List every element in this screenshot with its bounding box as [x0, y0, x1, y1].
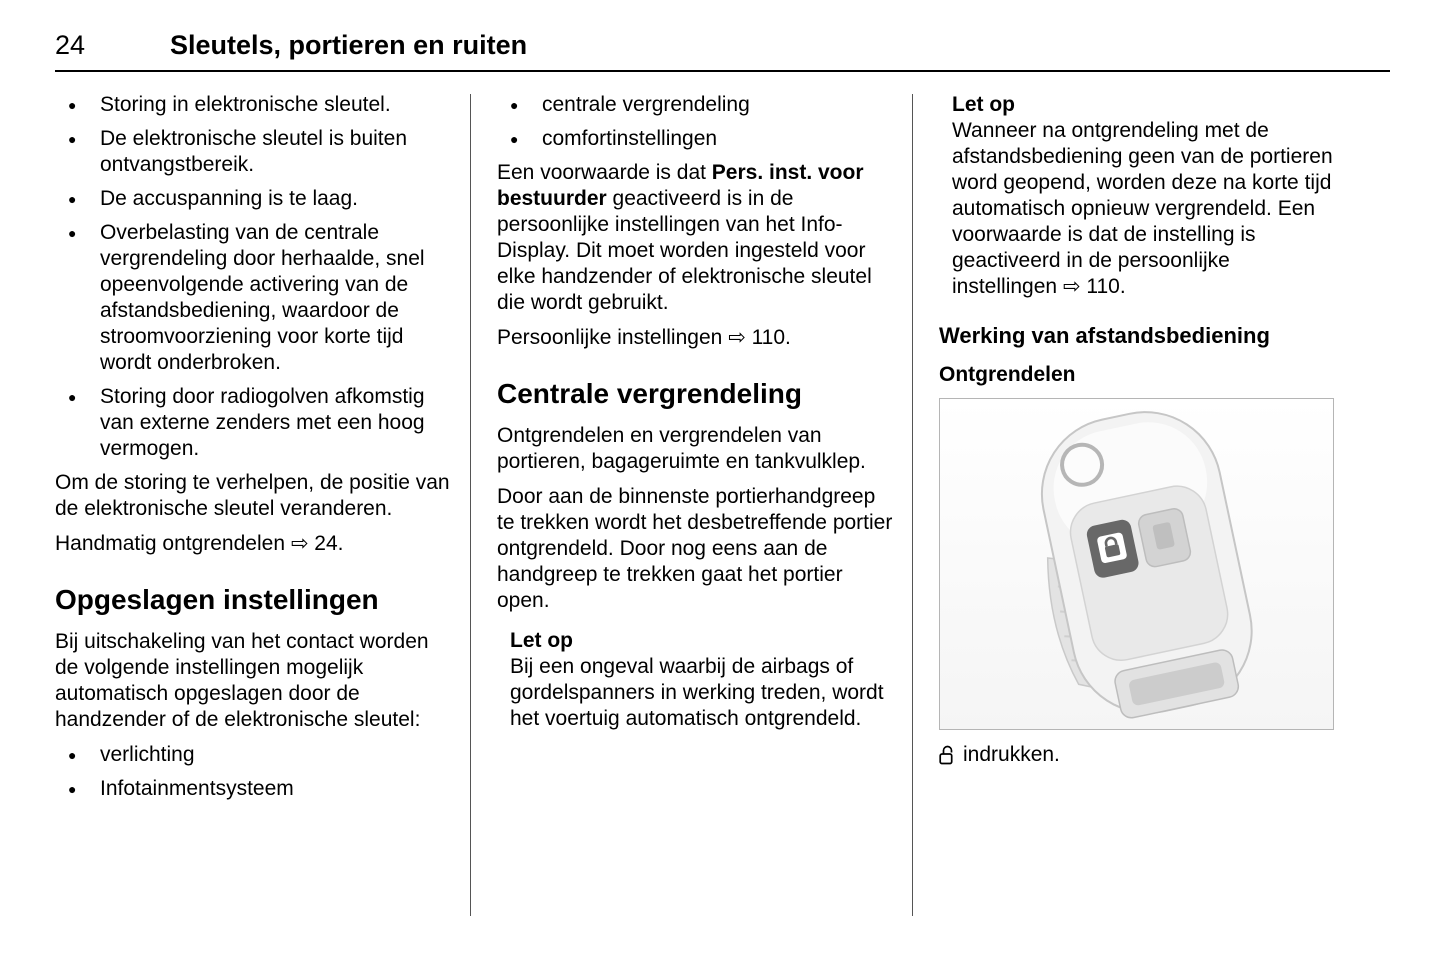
list-item — [55, 92, 455, 118]
note-body: Bij een ongeval waarbij de airbags of gordelspanners in werking treden, wordt het voertuig automatisch ontgrendeld. — [510, 655, 884, 730]
bullet-icon: ● — [510, 131, 519, 147]
list-item-text: Storing door radiogolven afkomstig van externe zenders met een hoog vermogen. — [100, 385, 425, 460]
paragraph-opgeslagen-intro: Bij uitschakeling van het contact worden de volgende instellingen mogelijk automatisch opgeslagen door de handzender of de elektronische sleutel: — [55, 630, 429, 731]
paragraph-ontgrendelen-vergrendelen: Ontgrendelen en vergrendelen van portieren, bagageruimte en tankvulklep. — [497, 424, 866, 473]
list-item-text: Overbelasting van de centrale vergrendeling door herhaalde, snel opeenvolgende activering van de afstandsbediening, waardoor de stroomvoorziening voor korte tijd wordt onderbroken. — [100, 221, 425, 374]
column-right — [939, 92, 1339, 916]
bullet-icon: ● — [68, 747, 77, 763]
list-item — [497, 92, 897, 118]
page-title: Sleutels, portieren en ruiten — [170, 30, 528, 60]
list-item — [55, 776, 455, 802]
bullet-icon: ● — [68, 191, 77, 207]
list-item — [55, 742, 455, 768]
paragraph-handmatig-ontgrendelen-ref: Handmatig ontgrendelen ⇨ 24. — [55, 532, 344, 555]
caption-text: indrukken. — [963, 743, 1060, 766]
note-title: Let op — [510, 629, 573, 652]
paragraph-voorwaarde — [497, 160, 897, 316]
header-rule — [55, 70, 1390, 72]
figure-caption — [939, 742, 1339, 768]
bullet-icon: ● — [68, 97, 77, 113]
paragraph-portierhandgreep: Door aan de binnenste portierhandgreep te trekken wordt het desbetreffende portier ontgrendeld. Door nog eens aan de handgreep te trekken gaat het portier open. — [497, 485, 893, 612]
bullet-icon: ● — [510, 97, 519, 113]
list-item — [55, 186, 455, 212]
note-title: Let op — [952, 93, 1015, 116]
content-columns — [55, 92, 1390, 916]
key-fob-illustration — [940, 399, 1333, 729]
list-item-text: De accuspanning is te laag. — [100, 187, 358, 210]
bullet-icon: ● — [68, 225, 77, 241]
list-item-text: De elektronische sleutel is buiten ontvangstbereik. — [100, 127, 408, 176]
column-left — [55, 92, 455, 916]
bullet-icon: ● — [68, 389, 77, 405]
setting-name-bold: Pers. inst. voor bestuurder — [497, 161, 864, 210]
note-block — [497, 628, 897, 732]
key-fob-figure — [939, 398, 1334, 730]
note-block — [939, 92, 1339, 300]
list-item — [497, 126, 897, 152]
section-heading-opgeslagen-instellingen: Opgeslagen instellingen — [55, 584, 379, 615]
text-segment: geactiveerd is in de persoonlijke instellingen van het Info-Display. Dit moet worden ingesteld voor elke handzender of elektronische sleutel die wordt gebruikt. — [497, 187, 872, 314]
subsection-heading-werking-afstandsbediening: Werking van afstandsbediening — [939, 323, 1270, 348]
unlock-icon — [939, 744, 956, 766]
column-divider — [470, 94, 471, 916]
note-body: Wanneer na ontgrendeling met de afstandsbediening geen van de portieren word geopend, worden deze na korte tijd automatisch opnieuw vergrendeld. Een voorwaarde is dat de instelling is geactiveerd in de persoonlijke instellingen ⇨ 110. — [952, 119, 1333, 298]
list-item-text: Infotainmentsysteem — [100, 777, 294, 800]
page-header — [55, 30, 1390, 61]
column-middle — [497, 92, 897, 916]
list-item — [55, 220, 455, 376]
list-item-text: Storing in elektronische sleutel. — [100, 93, 391, 116]
page-number: 24 — [55, 30, 86, 60]
list-item — [55, 126, 455, 178]
bullet-icon: ● — [68, 131, 77, 147]
bullet-icon: ● — [68, 781, 77, 797]
column-divider — [912, 94, 913, 916]
list-item-text: verlichting — [100, 743, 195, 766]
text-segment: Een voorwaarde is dat — [497, 161, 712, 184]
minor-heading-ontgrendelen: Ontgrendelen — [939, 363, 1076, 386]
paragraph-persoonlijke-instellingen-ref: Persoonlijke instellingen ⇨ 110. — [497, 326, 791, 349]
list-item-text: centrale vergrendeling — [542, 93, 750, 116]
list-item — [55, 384, 455, 462]
paragraph-storing-verhelpen: Om de storing te verhelpen, de positie van de elektronische sleutel veranderen. — [55, 471, 450, 520]
list-item-text: comfortinstellingen — [542, 127, 718, 150]
section-heading-centrale-vergrendeling: Centrale vergrendeling — [497, 378, 802, 409]
